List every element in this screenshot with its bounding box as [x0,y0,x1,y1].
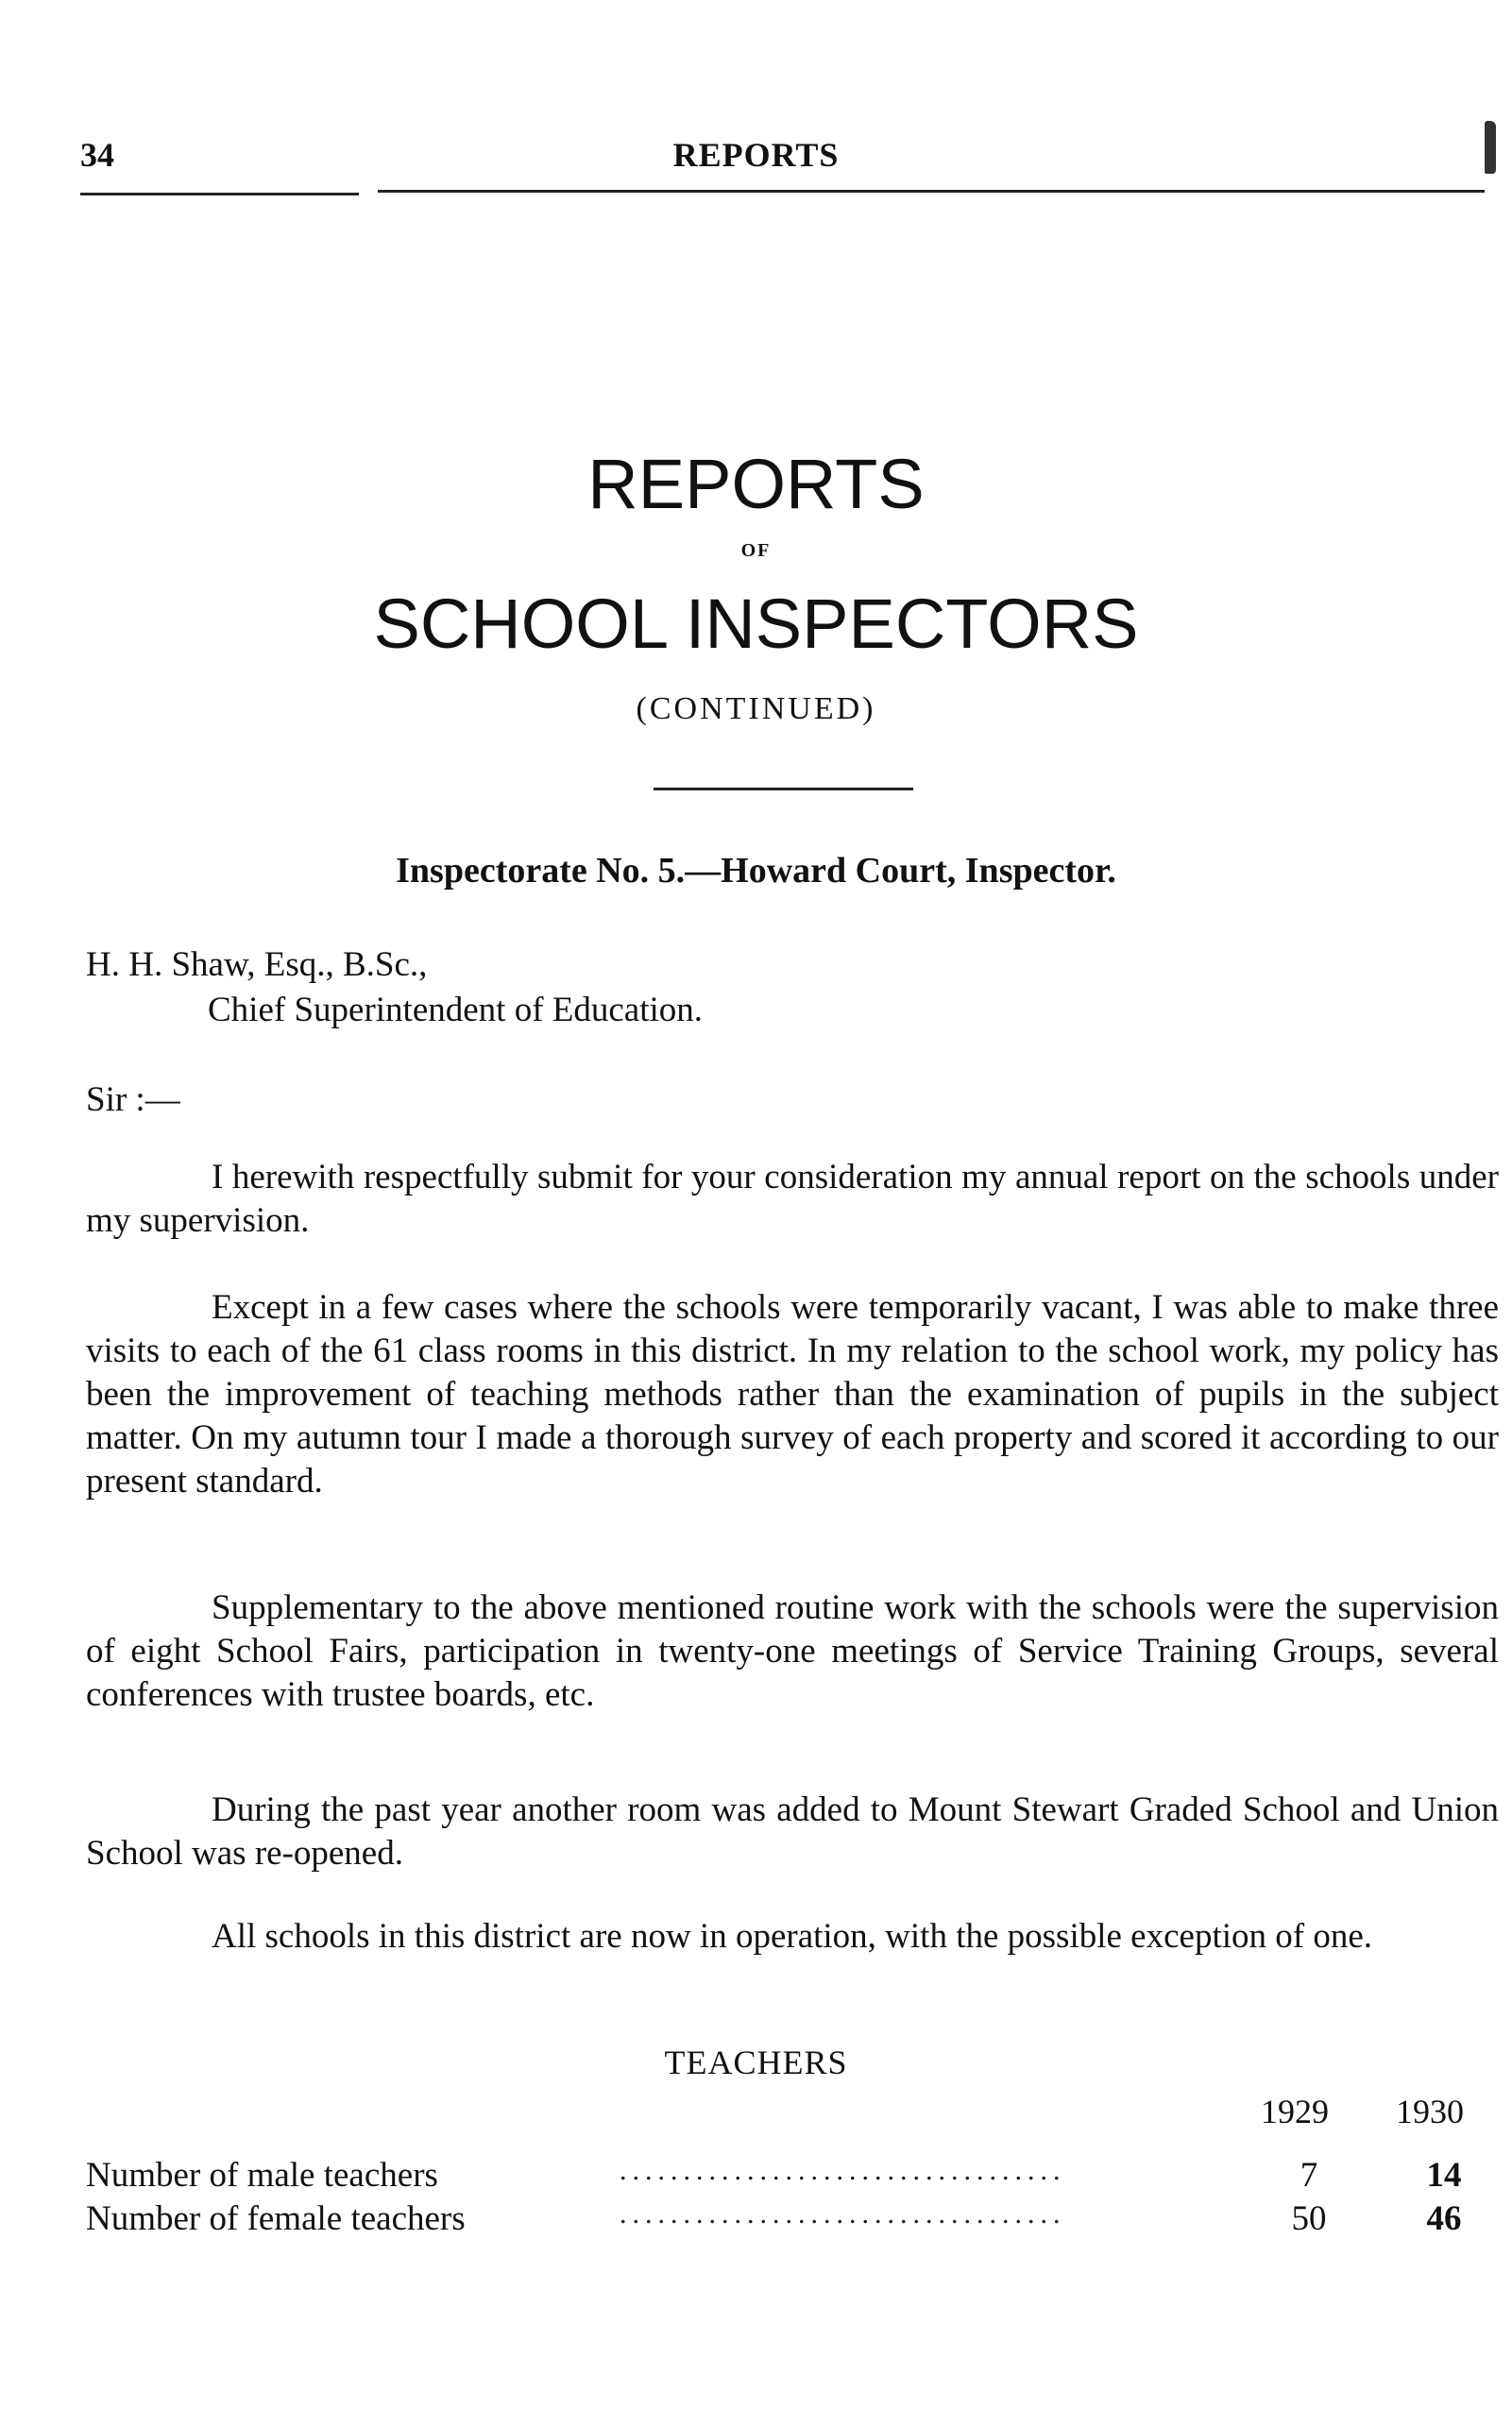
row-label: Number of female teachers [86,2199,466,2238]
teachers-heading: TEACHERS [664,2044,848,2081]
salutation: Sir :— [86,1080,180,1119]
addressee-title: Chief Superintendent of Education. [208,991,704,1029]
addressee-name: H. H. Shaw, Esq., B.Sc., [86,945,428,984]
paragraph-4: During the past year another room was added to Mount Stewart Graded School and Union School was re-opened. [86,1790,1499,1873]
header-rule-right [378,190,1485,193]
title-of: OF [740,540,772,561]
title-reports: REPORTS [587,445,925,523]
title-continued: (CONTINUED) [636,691,876,726]
title-school-inspectors: SCHOOL INSPECTORS [373,585,1139,663]
leader-dots: ................................... [620,2198,1066,2230]
row-label: Number of male teachers [86,2156,438,2195]
page-number: 34 [80,136,114,174]
paragraph-1: I herewith respectfully submit for your consideration my annual report on the schools under my supervision. [86,1158,1499,1240]
title-rule [654,788,913,790]
column-header-1930: 1930 [1396,2093,1464,2130]
value-1929: 7 [1300,2156,1318,2195]
header-rule-left [80,193,359,195]
table-row [86,2198,1484,2242]
leader-dots: ................................... [620,2155,1066,2186]
page-edge-mark [1485,121,1496,174]
paragraph-5: All schools in this district are now in operation, with the possible exception of one. [212,1917,1373,1956]
value-1930: 46 [1426,2199,1462,2238]
inspectorate-heading: Inspectorate No. 5.—Howard Court, Inspector. [396,851,1116,891]
value-1930: 14 [1426,2156,1462,2195]
table-row [86,2155,1484,2198]
column-header-1929: 1929 [1261,2093,1329,2130]
paragraph-3: Supplementary to the above mentioned routine work with the schools were the supervision of eight School Fairs, participation in twenty-one meetings of Service Training Groups, several conferences with trustee boards, etc. [86,1588,1499,1714]
running-head: REPORTS [672,136,840,174]
paragraph-2: Except in a few cases where the schools were temporarily vacant, I was able to make three visits to each of the 61 class rooms in this district. In my relation to the school work, my policy has been the improvement of teaching methods rather than the examination of pupils in the subject matter. On my autumn tour I made a thorough survey of each property and scored it according to our present standard. [86,1288,1499,1501]
value-1929: 50 [1291,2199,1327,2238]
